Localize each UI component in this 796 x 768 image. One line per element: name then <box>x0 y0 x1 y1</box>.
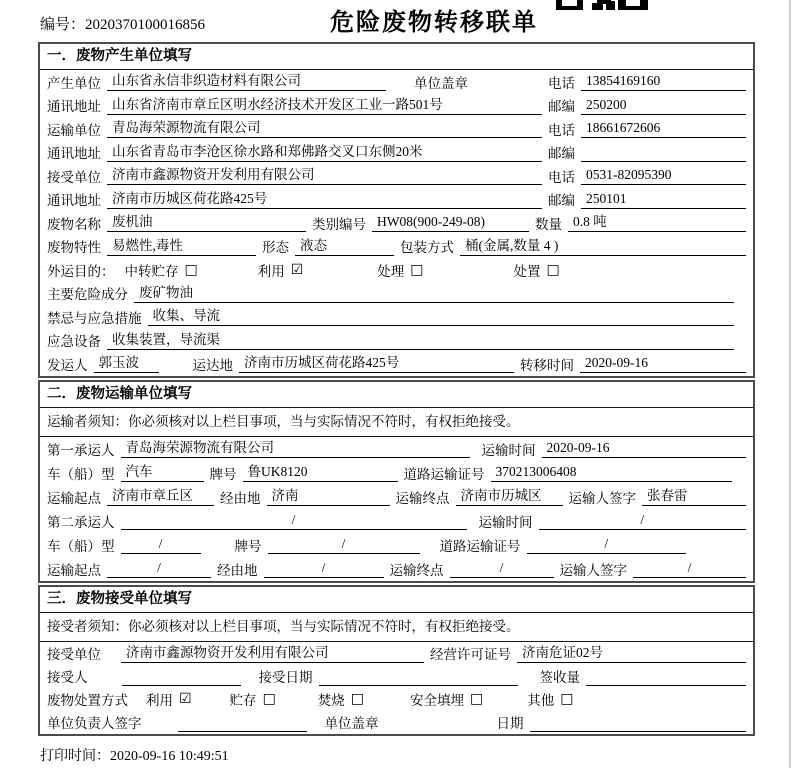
row-second-carrier <box>40 509 753 533</box>
field-label: 运达地 <box>192 357 233 373</box>
phone-label: 电话 <box>548 75 575 91</box>
checkbox-disposal-store: □ <box>262 691 276 707</box>
field-label: 车（船）型 <box>47 466 115 482</box>
section-receiver-title: 三．废物接受单位填写 <box>40 587 753 613</box>
receiver-phone-value: 0531-82095390 <box>581 166 746 185</box>
postcode-label: 邮编 <box>548 99 575 115</box>
responsible-signature-value <box>178 713 307 732</box>
option-treat: 处理 <box>377 263 405 279</box>
row-disposal-method <box>40 688 753 711</box>
section-transporter-title: 二．废物运输单位填写 <box>40 382 753 408</box>
destination-value: 济南市历城区荷花路425号 <box>239 354 514 373</box>
field-label: 主要危险成分 <box>47 287 128 303</box>
packaging-value: 桶(金属,数量 4 ) <box>460 237 746 256</box>
second-origin-value: / <box>107 559 211 578</box>
page-edge-line <box>789 0 791 768</box>
field-label: 通讯地址 <box>47 146 101 162</box>
field-label: 牌号 <box>234 538 262 554</box>
row-producer-unit <box>40 70 753 94</box>
waste-form-value: 液态 <box>295 237 394 256</box>
row-transfer-purpose <box>40 258 753 282</box>
first-plate-value: 鲁UK8120 <box>243 463 398 482</box>
row-receiving-unit <box>40 642 753 665</box>
transport-postcode-value <box>581 143 746 162</box>
second-endpoint-value: / <box>450 559 554 578</box>
section-producer-title: 一．废物产生单位填写 <box>40 44 753 70</box>
transporter-notice: 运输者须知：你必须核对以上栏目事项，当与实际情况不符时，有权拒绝接受。 <box>40 408 753 437</box>
row-producer-address <box>40 94 753 118</box>
field-label: 运输起点 <box>47 490 101 506</box>
transport-unit-value: 青岛海荣源物流有限公司 <box>107 119 542 138</box>
field-label: 通讯地址 <box>47 193 101 209</box>
serial-number <box>40 13 205 34</box>
transport-address-value: 山东省青岛市李沧区徐水路和郑佛路交叉口东侧20米 <box>107 143 542 162</box>
row-emergency-measures <box>40 305 753 329</box>
dispatcher-value: 郭玉波 <box>94 354 159 373</box>
row-emergency-equipment <box>40 329 753 353</box>
field-label: 经由地 <box>217 562 258 578</box>
producer-unit-value: 山东省永信非织造材料有限公司 <box>107 72 386 91</box>
emergency-measures-value: 收集、导流 <box>148 307 735 326</box>
receiving-unit-value: 济南市鑫源物资开发利用有限公司 <box>121 644 424 663</box>
cutoff-stamp-icon <box>556 0 648 10</box>
first-carrier-signature-value: 张春雷 <box>642 487 746 506</box>
receiver-unit-value: 济南市鑫源物资开发利用有限公司 <box>107 166 542 185</box>
field-label: 包装方式 <box>400 240 454 256</box>
transfer-date-value: 2020-09-16 <box>580 354 746 373</box>
second-via-value: / <box>264 559 384 578</box>
print-time <box>38 745 755 765</box>
transport-phone-value: 18661672606 <box>581 119 746 138</box>
section-producer <box>38 42 755 378</box>
second-road-permit-value: / <box>527 535 687 554</box>
unit-seal-label: 单位盖章 <box>414 75 468 91</box>
field-label: 单位负责人签字 <box>47 716 142 731</box>
second-vehicle-type-value: / <box>121 535 201 554</box>
row-receiver-unit <box>40 164 753 188</box>
row-waste-traits <box>40 235 753 259</box>
postcode-label: 邮编 <box>548 193 575 209</box>
row-receiver-signoff <box>40 711 753 734</box>
option-other: 其他 <box>527 693 555 708</box>
field-label: 类别编号 <box>312 216 366 232</box>
field-label: 经营许可证号 <box>430 647 511 662</box>
receiver-address-value: 济南市历城区荷花路425号 <box>107 190 542 209</box>
checkbox-disposal-other: □ <box>560 691 574 707</box>
field-label: 发运人 <box>47 357 88 373</box>
field-label: 外运目的： <box>47 263 115 279</box>
producer-address-value: 山东省济南市章丘区明水经济技术开发区工业一路501号 <box>107 96 542 115</box>
serial-value: 2020370100016856 <box>85 17 206 33</box>
field-label: 运输人签字 <box>568 490 636 506</box>
option-dispose: 处置 <box>513 263 541 279</box>
receipt-date-value <box>319 667 518 686</box>
field-label: 运输起点 <box>47 562 101 578</box>
producer-postcode-value: 250200 <box>581 96 746 115</box>
first-origin-value: 济南市章丘区 <box>107 487 214 506</box>
field-label: 运输时间 <box>478 514 533 530</box>
row-receiver-address <box>40 188 753 212</box>
field-label: 运输终点 <box>395 490 450 506</box>
receiver-postcode-value: 250101 <box>581 190 746 209</box>
field-label: 牌号 <box>209 466 237 482</box>
row-first-carrier <box>40 437 753 461</box>
second-plate-value: / <box>268 535 420 554</box>
field-label: 签收量 <box>539 670 580 685</box>
field-label: 禁忌与应急措施 <box>47 310 142 326</box>
option-landfill: 安全填埋 <box>410 693 465 708</box>
first-via-value: 济南 <box>267 487 390 506</box>
phone-label: 电话 <box>548 169 575 185</box>
first-road-permit-value: 370213006408 <box>491 463 733 482</box>
field-label: 日期 <box>496 716 524 731</box>
field-label: 接受人 <box>47 670 88 685</box>
section-transporter <box>38 380 755 583</box>
first-transport-date-value: 2020-09-16 <box>542 439 747 458</box>
waste-traits-value: 易燃性,毒性 <box>107 237 256 256</box>
field-label: 运输单位 <box>47 122 101 138</box>
producer-phone-value: 13854169160 <box>581 72 746 91</box>
row-hazard-components <box>40 282 753 306</box>
hazard-components-value: 废矿物油 <box>134 284 734 303</box>
print-time-value: 2020-09-16 10:49:51 <box>110 748 229 764</box>
checkbox-disposal-landfill: □ <box>470 691 484 707</box>
emergency-equipment-value: 收集装置，导流渠 <box>107 331 734 350</box>
field-label: 应急设备 <box>47 334 101 350</box>
form-title: 危险废物转移联单 <box>330 10 538 36</box>
unit-seal-label: 单位盖章 <box>324 716 379 731</box>
checkbox-treat: □ <box>410 261 424 278</box>
field-label: 接受单位 <box>47 647 101 662</box>
first-vehicle-type-value: 汽车 <box>121 463 204 482</box>
postcode-label: 邮编 <box>548 146 575 162</box>
receiver-notice: 接受者须知：你必须核对以上栏目事项，当与实际情况不符时，有权拒绝接受。 <box>40 613 753 642</box>
field-label: 形态 <box>262 240 289 256</box>
waste-code-value: HW08(900-249-08) <box>372 213 529 232</box>
field-label: 车（船）型 <box>47 538 115 554</box>
field-label: 数量 <box>535 216 562 232</box>
receiver-person-value <box>122 667 241 686</box>
checkbox-dispose: □ <box>546 261 560 278</box>
field-label: 第一承运人 <box>47 442 115 458</box>
row-dispatch <box>40 352 753 376</box>
row-first-vehicle <box>40 461 753 485</box>
phone-label: 电话 <box>548 122 575 138</box>
field-label: 产生单位 <box>47 75 101 91</box>
field-label: 经由地 <box>220 490 261 506</box>
field-label: 运输终点 <box>389 562 444 578</box>
field-label: 运输人签字 <box>559 562 627 578</box>
row-first-route <box>40 485 753 509</box>
row-second-vehicle <box>40 533 753 557</box>
row-second-route <box>40 557 753 581</box>
row-receipt <box>40 665 753 688</box>
checkbox-transit-storage: □ <box>184 261 198 278</box>
document-header <box>0 0 796 42</box>
field-label: 接受日期 <box>258 670 313 685</box>
field-label: 道路运输证号 <box>403 466 485 482</box>
option-utilize: 利用 <box>257 263 285 279</box>
license-number-value: 济南危证02号 <box>517 644 746 663</box>
form-body <box>38 42 755 765</box>
row-waste-name <box>40 211 753 235</box>
checkbox-disposal-utilize: ☑ <box>179 691 192 707</box>
field-label: 废物处置方式 <box>47 693 128 708</box>
field-label: 接受单位 <box>47 169 101 185</box>
field-label: 第二承运人 <box>47 514 115 530</box>
second-carrier-value: / <box>121 511 467 530</box>
first-carrier-value: 青岛海荣源物流有限公司 <box>121 439 470 458</box>
field-label: 运输时间 <box>481 442 536 458</box>
waste-name-value: 废机油 <box>107 213 306 232</box>
row-transport-address <box>40 141 753 165</box>
option-incinerate: 焚烧 <box>317 693 345 708</box>
signoff-date-value <box>530 713 747 732</box>
field-label: 废物名称 <box>47 216 101 232</box>
checkbox-disposal-incinerate: □ <box>350 691 365 707</box>
field-label: 废物特性 <box>47 240 101 256</box>
option-store: 贮存 <box>229 693 257 708</box>
serial-label: 编号： <box>40 17 86 33</box>
option-transit-storage: 中转贮存 <box>124 263 179 279</box>
second-carrier-signature-value: / <box>633 559 746 578</box>
first-endpoint-value: 济南市历城区 <box>456 487 563 506</box>
second-transport-date-value: / <box>539 511 747 530</box>
field-label: 道路运输证号 <box>439 538 521 554</box>
section-receiver <box>38 585 755 736</box>
field-label: 转移时间 <box>520 357 574 373</box>
waste-quantity-value: 0.8 吨 <box>568 213 746 232</box>
option-utilize: 利用 <box>146 693 173 708</box>
field-label: 通讯地址 <box>47 99 101 115</box>
received-amount-value <box>586 667 746 686</box>
row-transport-unit <box>40 117 753 141</box>
checkbox-utilize: ☑ <box>290 261 304 278</box>
print-time-label: 打印时间： <box>40 748 110 764</box>
